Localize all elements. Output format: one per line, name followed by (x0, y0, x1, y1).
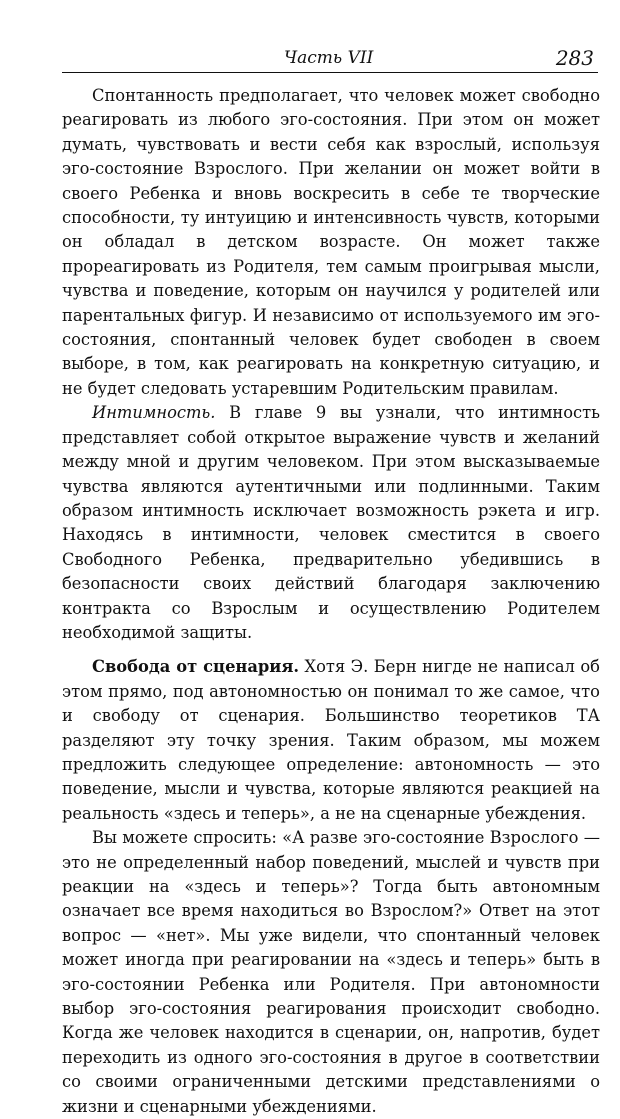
page-number: 283 (555, 46, 594, 70)
paragraph-spontaneity (62, 84, 600, 401)
paragraph-script-freedom (62, 655, 600, 826)
paragraph-text: Хотя Э. Берн нигде не написал об этом прямо, под автономностью он понимал то же самое, что и свободу от сценария. Большинство теоретиков ТА разделяют эту точку зрения. Таким образом, мы можем предложить следующее определение: автономность — это поведение, мысли и чувства, которые являются реакцией на реальность «здесь и теперь», а не на сценарные убеждения. (62, 657, 600, 823)
page-header (62, 42, 598, 73)
paragraph-intimacy (62, 401, 600, 645)
paragraph-text: Вы можете спросить: «А разве эго-состояние Взрослого — это не определенный набор поведений, мыслей и чувств при реакции на «здесь и теперь»? Тогда быть автономным означает все время находиться во Взрослом?» Ответ на этот вопрос — «нет». Мы уже видели, что спонтанный человек может иногда при реагировании на «здесь и теперь» быть в эго-состоянии Ребенка или Родителя. При автономности выбор эго-состояния реагирования происходит свободно. Когда же человек находится в сценарии, он, напротив, будет переходить из одного эго-состояния в другое в соответствии со своими ограниченными детскими представлениями о жизни и сценарными убеждениями. (62, 828, 600, 1116)
term-script-freedom: Свобода от сценария. (92, 657, 300, 677)
page-body (62, 84, 600, 1119)
paragraph-adult-question (62, 826, 600, 1119)
paragraph-text: Спонтанность предполагает, что человек может свободно реагировать из любого эго-состояния. При этом он может думать, чувствовать и вести себя как взрослый, используя эго-состояние Взрослого. При желании он может войти в своего Ребенка и вновь воскресить в себе те творческие способности, ту интуицию и интенсивность чувств, которыми он обладал в детском возрасте. Он может также прореагировать из Родителя, тем самым проигрывая мысли, чувства и поведение, которым он научился у родителей или парентальных фигур. И независимо от используемого им эго-состояния, спонтанный человек будет свободен в своем выборе, в том, как реагировать на конкретную ситуацию, и не будет следовать устаревшим Родительским правилам. (62, 86, 600, 398)
term-intimacy: Интимность. (92, 403, 216, 423)
running-head: Часть VII (284, 48, 374, 68)
paragraph-text: В главе 9 вы узнали, что интимность представляет собой открытое выражение чувств и желаний между мной и другим человеком. При этом высказываемые чувства являются аутентичными или подлинными. Таким образом интимность исключает возможность рэкета и игр. Находясь в интимности, человек сместится в своего Свободного Ребенка, предварительно убедившись в безопасности своих действий благодаря заключению контракта со Взрослым и осуществлению Родителем необходимой защиты. (62, 403, 600, 642)
